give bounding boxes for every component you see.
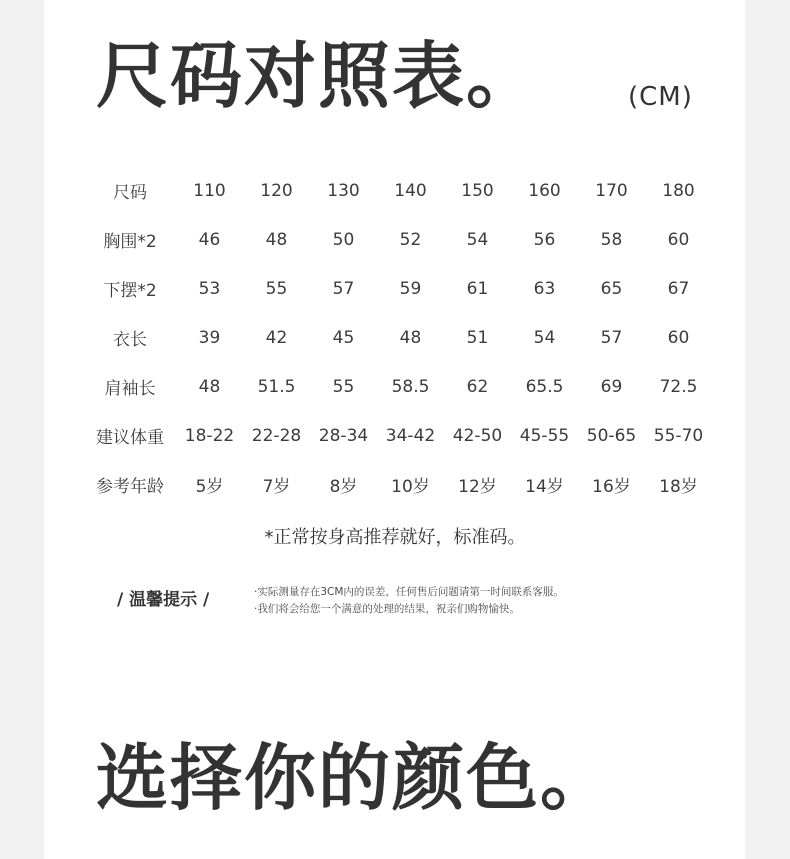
tips-lines bbox=[254, 584, 564, 618]
table-cell: 16岁 bbox=[592, 477, 631, 497]
table-cell: 46 bbox=[198, 229, 221, 250]
table-cell: 45 bbox=[332, 327, 355, 348]
unit-label: (CM) bbox=[628, 82, 693, 112]
table-cell: 65.5 bbox=[525, 376, 564, 397]
table-cell: 150 bbox=[461, 180, 494, 201]
row-label: 肩袖长 bbox=[104, 379, 156, 399]
table-cell: 170 bbox=[595, 180, 628, 201]
table-cell: 10岁 bbox=[391, 477, 430, 497]
table-cell: 61 bbox=[466, 278, 489, 299]
table-cell: 39 bbox=[198, 327, 221, 348]
table-cell: 63 bbox=[533, 278, 556, 299]
color-section-title: 选择你的颜色。 bbox=[96, 736, 615, 820]
table-cell: 54 bbox=[533, 327, 556, 348]
table-cell: 55 bbox=[332, 376, 355, 397]
tips-line: ·我们将会给您一个满意的处理的结果，祝亲们购物愉快。 bbox=[254, 603, 520, 615]
table-cell: 48 bbox=[399, 327, 422, 348]
table-cell: 58.5 bbox=[391, 376, 430, 397]
table-row bbox=[84, 460, 712, 509]
table-cell: 60 bbox=[667, 327, 690, 348]
row-label: 衣长 bbox=[113, 330, 147, 350]
table-cell: 22-28 bbox=[251, 425, 302, 446]
page-title: 尺码对照表。 bbox=[96, 34, 541, 118]
table-cell: 55 bbox=[265, 278, 288, 299]
size-chart-table bbox=[84, 166, 712, 509]
table-cell: 7岁 bbox=[262, 477, 291, 497]
table-cell: 50 bbox=[332, 229, 355, 250]
table-cell: 48 bbox=[198, 376, 221, 397]
table-row bbox=[84, 264, 712, 313]
table-cell: 14岁 bbox=[525, 477, 564, 497]
table-cell: 57 bbox=[332, 278, 355, 299]
table-cell: 72.5 bbox=[659, 376, 698, 397]
row-label: 胸围*2 bbox=[103, 232, 157, 252]
table-cell: 5岁 bbox=[195, 477, 224, 497]
table-cell: 18-22 bbox=[184, 425, 235, 446]
table-row bbox=[84, 215, 712, 264]
table-cell: 57 bbox=[600, 327, 623, 348]
table-cell: 180 bbox=[662, 180, 695, 201]
table-cell: 53 bbox=[198, 278, 221, 299]
row-label: 参考年龄 bbox=[96, 477, 164, 497]
table-cell: 55-70 bbox=[653, 425, 704, 446]
table-cell: 67 bbox=[667, 278, 690, 299]
table-cell: 62 bbox=[466, 376, 489, 397]
row-label: 下摆*2 bbox=[103, 281, 157, 301]
table-cell: 54 bbox=[466, 229, 489, 250]
table-cell: 160 bbox=[528, 180, 561, 201]
table-cell: 60 bbox=[667, 229, 690, 250]
table-cell: 69 bbox=[600, 376, 623, 397]
row-label: 建议体重 bbox=[96, 428, 164, 448]
row-label: 尺码 bbox=[113, 183, 147, 203]
table-row bbox=[84, 313, 712, 362]
table-cell: 50-65 bbox=[586, 425, 637, 446]
table-cell: 110 bbox=[193, 180, 226, 201]
table-cell: 65 bbox=[600, 278, 623, 299]
table-cell: 28-34 bbox=[318, 425, 369, 446]
table-cell: 58 bbox=[600, 229, 623, 250]
table-row bbox=[84, 362, 712, 411]
tips-line: ·实际测量存在3CM内的误差，任何售后问题请第一时间联系客服。 bbox=[254, 586, 564, 598]
table-cell: 8岁 bbox=[329, 477, 358, 497]
tips-label: / 温馨提示 / bbox=[117, 590, 210, 610]
table-cell: 45-55 bbox=[519, 425, 570, 446]
table-row bbox=[84, 411, 712, 460]
size-note: *正常按身高推荐就好，标准码。 bbox=[264, 527, 526, 548]
table-cell: 52 bbox=[399, 229, 422, 250]
table-cell: 48 bbox=[265, 229, 288, 250]
table-cell: 42 bbox=[265, 327, 288, 348]
table-cell: 140 bbox=[394, 180, 427, 201]
table-cell: 120 bbox=[260, 180, 293, 201]
table-cell: 56 bbox=[533, 229, 556, 250]
table-cell: 51 bbox=[466, 327, 489, 348]
table-cell: 18岁 bbox=[659, 477, 698, 497]
table-cell: 51.5 bbox=[257, 376, 296, 397]
table-cell: 34-42 bbox=[385, 425, 436, 446]
table-row bbox=[84, 166, 712, 215]
table-cell: 130 bbox=[327, 180, 360, 201]
table-cell: 12岁 bbox=[458, 477, 497, 497]
table-cell: 59 bbox=[399, 278, 422, 299]
table-cell: 42-50 bbox=[452, 425, 503, 446]
